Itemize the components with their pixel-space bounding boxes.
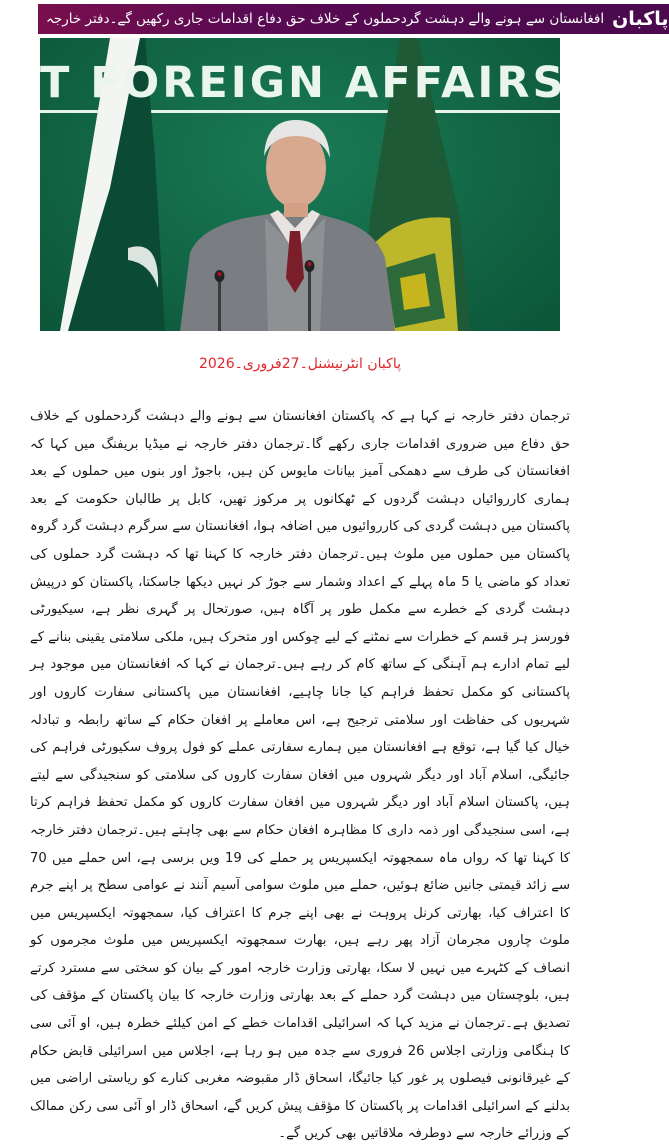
dateline: پاکبان انٹرنیشنل۔27فروری۔2026 [198,356,401,372]
headline-ticker: افغانستان سے ہونے والے دہشت گردحملوں کے خلاف حق دفاع اقدامات جاری رکھیں گے۔دفتر خارجہ [38,4,612,34]
news-header [38,4,669,34]
brand-logo: پاکبان [612,4,668,34]
spokesperson [180,120,395,331]
article-body: ترجمان دفتر خارجہ نے کہا ہے کہ پاکستان افغانستان سے ہونے والے دہشت گردحملوں کے خلاف حق دفاع میں ضروری اقدامات جاری رکھے گا۔ترجمان دفتر خارجہ نے میڈیا بریفنگ میں کہا کہ افغانستان کی طرف سے دھمکی آمیز بیانات مایوس کن ہیں، باجوڑ اور بنوں میں حملوں کے بعد ہماری کارروائیاں دہشت گردوں کے ٹھکانوں پر مرکوز تھیں، کابل پر طالبان حکومت کے بعد پاکستان میں دہشت گردی کی کارروائیوں میں اضافہ ہوا، افغانستان سے سرگرم دہشت گرد گروہ پاکستان میں حملوں میں ملوث ہیں۔ترجمان دفتر خارجہ کا کہنا تھا کہ دہشت گرد حملوں کی تعداد کو ماضی یا 5 ماہ پہلے کے اعداد وشمار سے جوڑ کر نہیں دیکھا جاسکتا، پاکستان کو درپیش دہشت گردی کے خطرے سے مکمل طور پر آگاہ ہیں، صورتحال پر گہری نظر ہے، سیکیورٹی فورسز ہر قسم کے خطرات سے نمٹنے کے لیے چوکس اور متحرک ہیں، ملکی سلامتی یقینی بنانے کے لیے تمام ادارے ہم آہنگی کے ساتھ کام کر رہے ہیں۔ترجمان نے کہا کہ افغانستان میں موجود ہر پاکستانی کو مکمل تحفظ فراہم کیا جانا چاہیے، افغانستان میں پاکستانی سفارت کاروں اور شہریوں کی حفاظت اور سلامتی ترجیح ہے، اس معاملے پر افغان حکام کے ساتھ رابطہ و تبادلہ خیال کیا گیا ہے، توقع ہے افغانستان میں ہمارے سفارتی عملے کو فول پروف سکیورٹی فراہم کی جائیگی، اسلام آباد اور دیگر شہروں میں افغان سفارت کاروں کی سلامتی کو سنجیدگی سے لیتے ہیں، پاکستان اسلام آباد اور دیگر شہروں میں افغان سفارت کاروں کو مکمل تحفظ فراہم کرتا ہے، اسی سنجیدگی اور ذمہ داری کا مظاہرہ افغان حکام سے بھی چاہتے ہیں۔ترجمان دفتر خارجہ کا کہنا تھا کہ رواں ماہ سمجھوتہ ایکسپریس پر حملے کی 19 ویں برسی ہے، اس حملے میں 70 سے زائد قیمتی جانیں ضائع ہوئیں، حملے میں ملوث سوامی آسیم آنند نے عوامی سطح پر اپنے جرم کا اعتراف کیا، بھارتی کرنل پروہت نے بھی اپنے جرم کا اعتراف کیا، سمجھوتہ ایکسپریس میں ملوث چاروں مجرمان آزاد پھر رہے ہیں، بھارت سمجھوتہ ایکسپریس میں ملوث مجرموں کو انصاف کے کٹہرے میں نہیں لا سکا، بھارتی وزارت خارجہ امور کے بیان کو سختی سے مسترد کرتے ہیں، بلوچستان میں دہشت گرد حملے کے بعد بھارتی وزارت خارجہ کا بیان پاکستان کے مؤقف کی تصدیق ہے۔ترجمان نے مزید کہا کہ اسرائیلی اقدامات خطے کے امن کیلئے خطرہ ہیں، او آئی سی کا ہنگامی وزارتی اجلاس 26 فروری سے جدہ میں ہو رہا ہے، اجلاس میں اسرائیلی قابض حکام کے غیرقانونی فیصلوں پر غور کیا جائیگا، اسحاق ڈار مقبوضہ مغربی کنارے کو ریاستی اراضی میں بدلنے کے اسرائیلی اقدامات پر پاکستان کا مؤقف پیش کریں گے، اسحاق ڈار او آئی سی رکن ممالک کے وزرائے خارجہ سے دوطرفہ ملاقاتیں بھی کریں گے۔ [30,409,570,1142]
press-briefing-photo [40,38,567,331]
banner-text: T FOREIGN AFFAIRS [40,58,567,108]
